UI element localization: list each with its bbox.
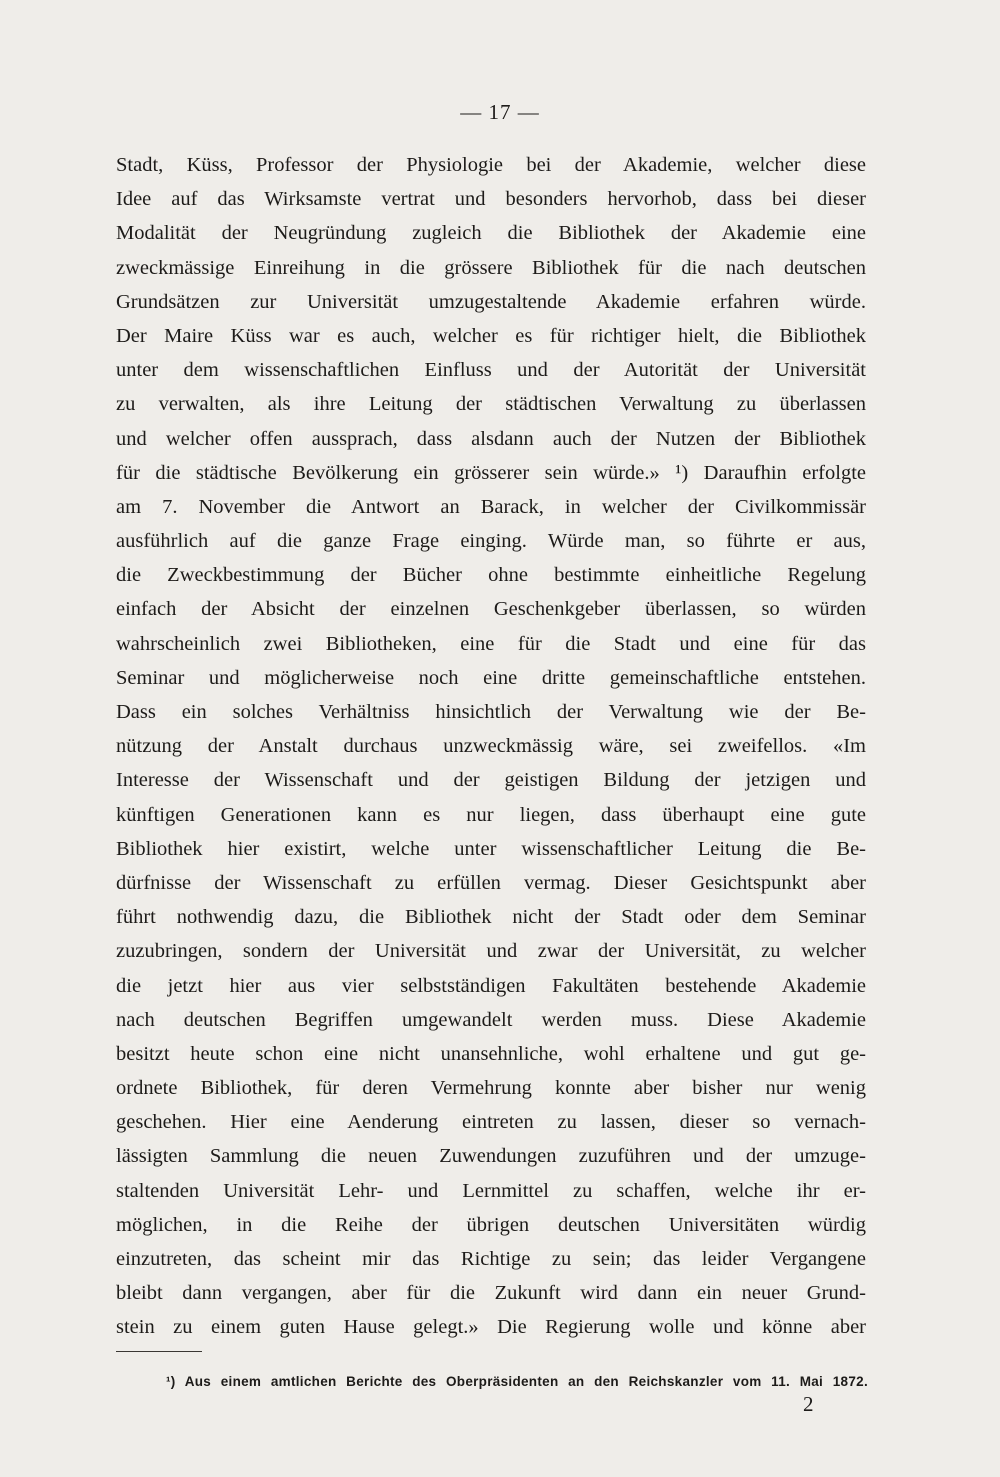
footnote-divider <box>116 1351 202 1352</box>
text-line: staltenden Universität Lehr- und Lernmittel zu schaffen, welche ihr er- <box>116 1179 866 1202</box>
footnote: ¹) Aus einem amtlichen Berichte des Oberpräsidenten an den Reichskanzler vom 11. Mai 1872. <box>166 1374 868 1389</box>
text-line: Seminar und möglicherweise noch eine dritte gemeinschaftliche entstehen. <box>116 666 866 689</box>
text-line: Der Maire Küss war es auch, welcher es für richtiger hielt, die Bibliothek <box>116 324 866 347</box>
text-line: einzutreten, das scheint mir das Richtige zu sein; das leider Vergangene <box>116 1248 866 1270</box>
text-line: Dass ein solches Verhältniss hinsichtlich der Verwaltung wie der Be- <box>116 701 866 723</box>
text-line: einfach der Absicht der einzelnen Geschenkgeber überlassen, so würden <box>116 598 866 621</box>
text-line: nach deutschen Begriffen umgewandelt werden muss. Diese Akademie <box>116 1008 866 1031</box>
text-line: am 7. November die Antwort an Barack, in welcher der Civilkommissär <box>116 495 866 518</box>
text-line: Modalität der Neugründung zugleich die Bibliothek der Akademie eine <box>116 222 866 245</box>
text-line: Idee auf das Wirksamste vertrat und besonders hervorhob, dass bei dieser <box>116 188 866 211</box>
text-line: geschehen. Hier eine Aenderung eintreten zu lassen, dieser so vernach- <box>116 1111 866 1134</box>
text-line: Interesse der Wissenschaft und der geistigen Bildung der jetzigen und <box>116 769 866 792</box>
text-line: Stadt, Küss, Professor der Physiologie bei der Akademie, welcher diese <box>116 154 866 176</box>
text-line: wahrscheinlich zwei Bibliotheken, eine für die Stadt und eine für das <box>116 632 866 655</box>
text-line: besitzt heute schon eine nicht unansehnliche, wohl erhaltene und gut ge- <box>116 1042 866 1065</box>
text-line: dürfnisse der Wissenschaft zu erfüllen vermag. Dieser Gesichtspunkt aber <box>116 871 866 894</box>
text-line: ausführlich auf die ganze Frage einging. Würde man, so führte er aus, <box>116 530 866 553</box>
text-line: künftigen Generationen kann es nur liegen, dass überhaupt eine gute <box>116 803 866 826</box>
text-line: bleibt dann vergangen, aber für die Zukunft wird dann ein neuer Grund- <box>116 1282 866 1305</box>
text-line: zweckmässige Einreihung in die grössere Bibliothek für die nach deutschen <box>116 256 866 279</box>
signature-mark: 2 <box>803 1392 814 1416</box>
text-line: stein zu einem guten Hause gelegt.» Die Regierung wolle und könne aber <box>116 1316 866 1339</box>
text-line: nützung der Anstalt durchaus unzweckmässig wäre, sei zweifellos. «Im <box>116 735 866 758</box>
text-line: die Zweckbestimmung der Bücher ohne bestimmte einheitliche Regelung <box>116 564 866 587</box>
text-line: ordnete Bibliothek, für deren Vermehrung konnte aber bisher nur wenig <box>116 1077 866 1100</box>
text-line: und welcher offen aussprach, dass alsdann auch der Nutzen der Bibliothek <box>116 427 866 450</box>
text-line: zuzubringen, sondern der Universität und zwar der Universität, zu welcher <box>116 940 866 963</box>
body-text <box>116 148 866 1345</box>
text-line: die jetzt hier aus vier selbstständigen Fakultäten bestehende Akademie <box>116 974 866 997</box>
text-line: möglichen, in die Reihe der übrigen deutschen Universitäten würdig <box>116 1213 866 1236</box>
text-line: lässigten Sammlung die neuen Zuwendungen zuzuführen und der umzuge- <box>116 1145 866 1168</box>
text-line: Bibliothek hier existirt, welche unter wissenschaftlicher Leitung die Be- <box>116 837 866 860</box>
text-line: Grundsätzen zur Universität umzugestaltende Akademie erfahren würde. <box>116 290 866 313</box>
page-number: — 17 — <box>460 100 540 124</box>
text-line: unter dem wissenschaftlichen Einfluss und der Autorität der Universität <box>116 359 866 382</box>
text-line: für die städtische Bevölkerung ein grösserer sein würde.» ¹) Daraufhin erfolgte <box>116 461 866 484</box>
text-line: zu verwalten, als ihre Leitung der städtischen Verwaltung zu überlassen <box>116 393 866 416</box>
text-line: führt nothwendig dazu, die Bibliothek nicht der Stadt oder dem Seminar <box>116 906 866 929</box>
